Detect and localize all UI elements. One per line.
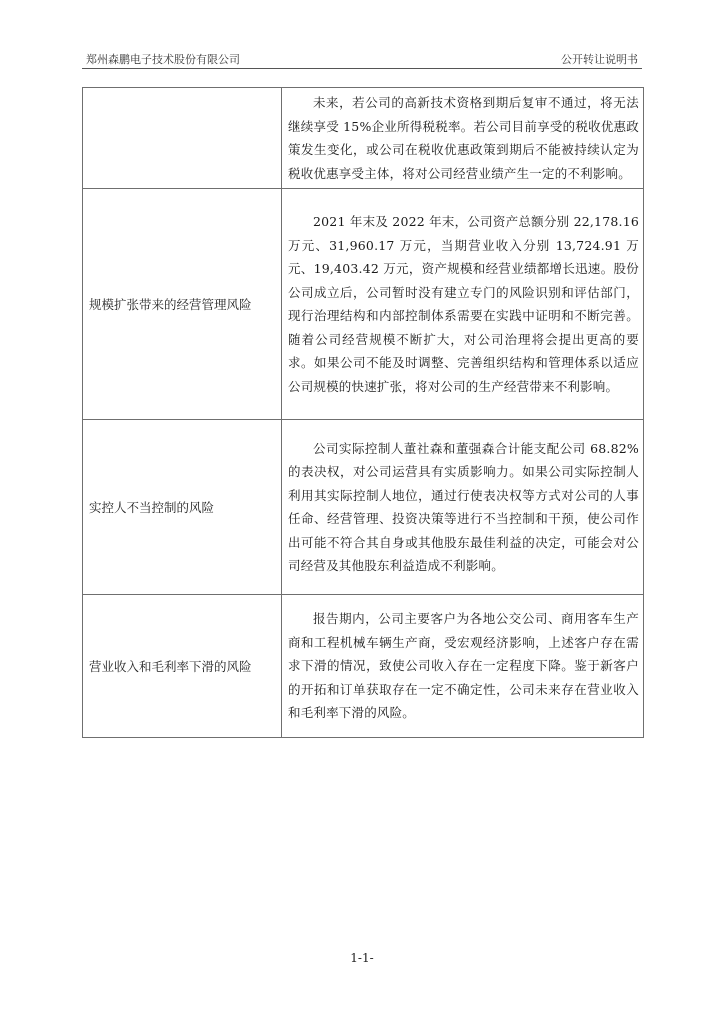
- risk-description-cell: [282, 420, 644, 595]
- table-row: [83, 88, 644, 189]
- risk-description: 报告期内，公司主要客户为各地公交公司、商用客车生产商和工程机械车辆生产商，受宏观经济影响，上述客户存在需求下滑的情况，致使公司收入存在一定程度下降。鉴于新客户的开拓和订单获取存在一定不确定性，公司未来存在营业收入和毛利率下滑的风险。: [288, 611, 639, 721]
- company-name: 郑州森鹏电子技术股份有限公司: [86, 53, 240, 66]
- risk-description: 公司实际控制人董社森和董强森合计能支配公司 68.82%的表决权，对公司运营具有实质影响力。如果公司实际控制人利用其实际控制人地位，通过行使表决权等方式对公司的人事任命、经营管理、投资决策等进行不当控制和干预，使公司作出可能不符合其自身或其他股东最佳利益的决定，可能会对公司经营及其他股东利益造成不利影响。: [288, 440, 639, 573]
- table-row: [83, 420, 644, 595]
- risk-description: 未来，若公司的高新技术资格到期后复审不通过，将无法继续享受 15%企业所得税税率。若公司目前享受的税收优惠政策发生变化，或公司在税收优惠政策到期后不能被持续认定为税收优惠享受主体，将对公司经营业绩产生一定的不利影响。: [288, 95, 639, 181]
- page-header: [82, 52, 642, 68]
- risk-name-cell: 规模扩张带来的经营管理风险: [83, 189, 282, 420]
- risk-table: [82, 87, 644, 738]
- risk-description-cell: [282, 88, 644, 189]
- table-row: [83, 189, 644, 420]
- risk-name-cell: [83, 88, 282, 189]
- risk-name-cell: 营业收入和毛利率下滑的风险: [83, 595, 282, 738]
- risk-description: 2021 年末及 2022 年末，公司资产总额分别 22,178.16 万元、31,960.17 万元，当期营业收入分别 13,724.91 万元、19,403.42 万元，资产规模和经营业绩都增长迅速。股份公司成立后，公司暂时没有建立专门的风险识别和评估部门，现行治理结构和内部控制体系需要在实践中证明和不断完善。随着公司经营规模不断扩大，对公司治理将会提出更高的要求。如果公司不能及时调整、完善组织结构和管理体系以适应公司规模的快速扩张，将对公司的生产经营带来不利影响。: [288, 214, 639, 394]
- risk-description-cell: [282, 189, 644, 420]
- risk-name-cell: 实控人不当控制的风险: [83, 420, 282, 595]
- risk-description-cell: [282, 595, 644, 738]
- table-row: [83, 595, 644, 738]
- page-number: 1-1-: [350, 951, 374, 965]
- document-title: 公开转让说明书: [561, 53, 638, 66]
- header-divider: [82, 68, 642, 69]
